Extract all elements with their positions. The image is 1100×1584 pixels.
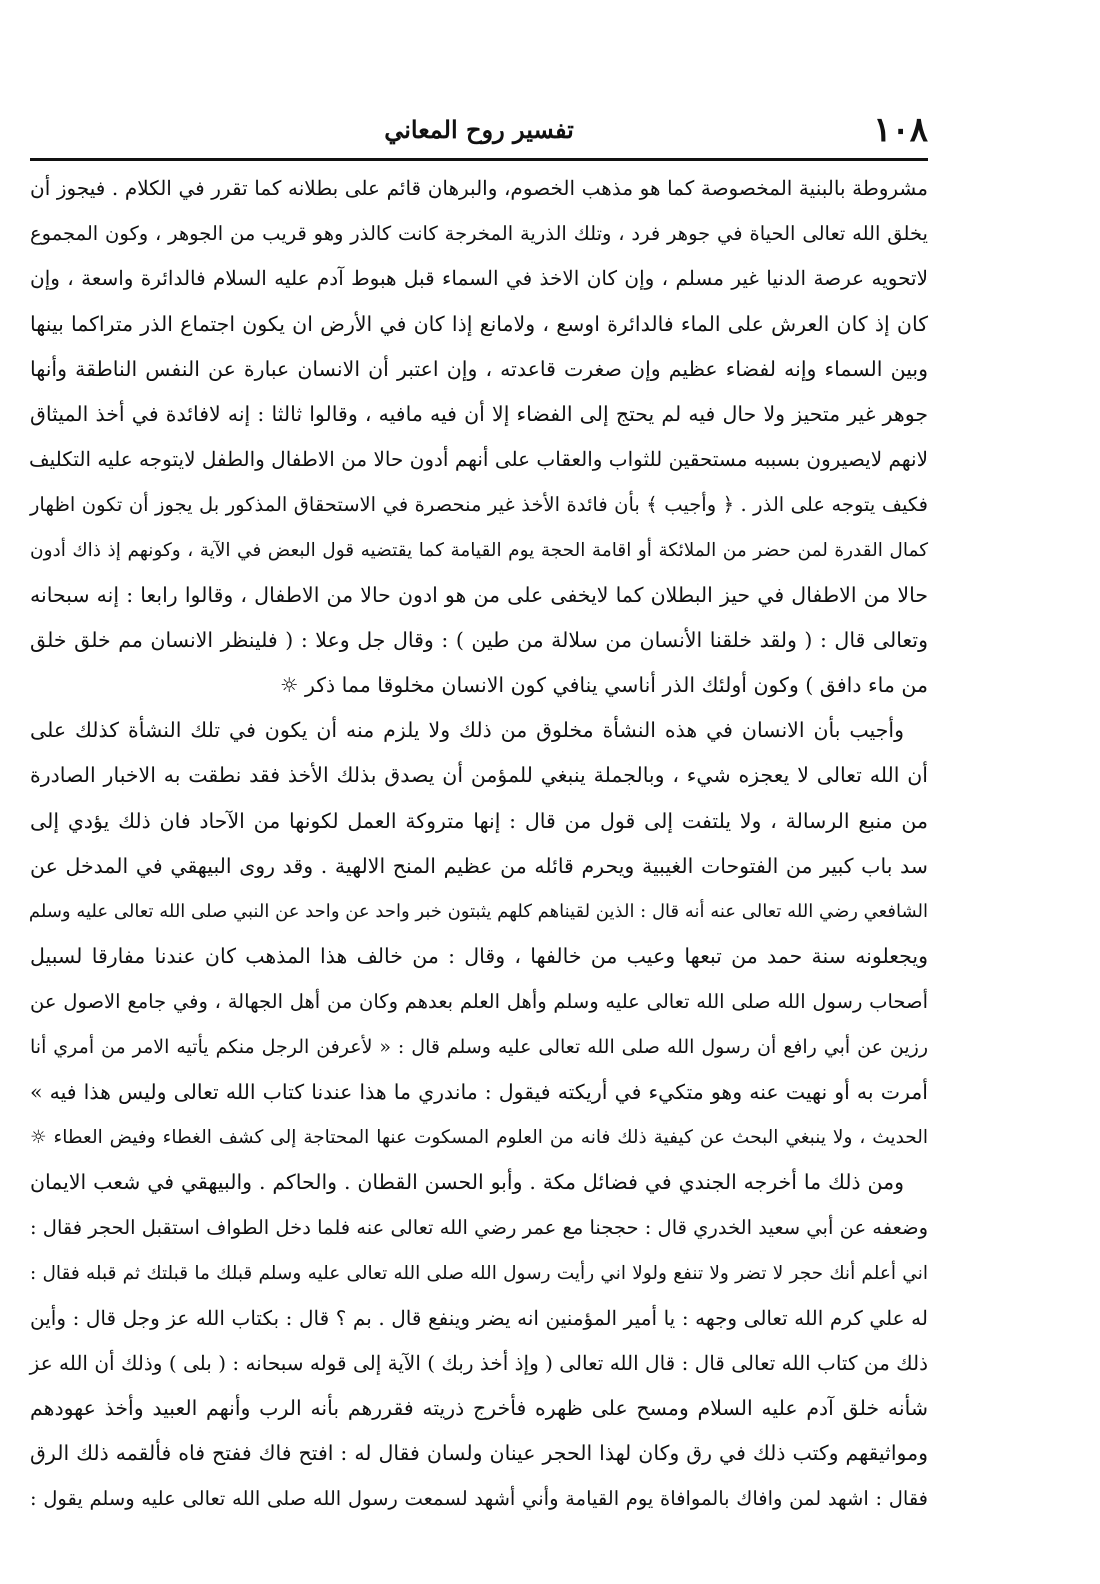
- text-line: رزين عن أبي رافع أن رسول الله صلى الله تعالى عليه وسلم قال : « لأعرفن الرجل منكم يأتيه الامر من أمري أنا: [30, 1035, 928, 1058]
- page-number: ١٠٨: [873, 110, 928, 150]
- text-line: ذلك من كتاب الله تعالى قال : قال الله تعالى ( وإذ أخذ ربك ) الآية إلى قوله سبحانه : ( بلى ) وذلك أن الله عز: [29, 1350, 928, 1375]
- text-line: سد باب كبير من الفتوحات الغيبية ويحرم قائله من عظيم المنح الالهية . وقد روى البيهقي في المدخل عن: [30, 853, 928, 878]
- text-line: له علي كرم الله تعالى وجهه : يا أمير المؤمنين انه يضر وينفع قال . بم ؟ قال : بكتاب الله عز وجل قال : وأين: [30, 1305, 928, 1330]
- text-line-paragraph-start: ومن ذلك ما أخرجه الجندي في فضائل مكة . وأبو الحسن القطان . والحاكم . والبيهقي في شعب الايمان: [30, 1170, 904, 1195]
- text-line: فقال : اشهد لمن وافاك بالموافاة يوم القيامة وأني أشهد لسمعت رسول الله صلى الله تعالى عليه وسلم يقول :: [30, 1487, 928, 1511]
- text-line: أمرت به أو نهيت عنه وهو متكيء في أريكته فيقول : ماندري ما هذا عندنا كتاب الله تعالى وليس هذا فيه »: [30, 1079, 928, 1104]
- book-title: تفسير روح المعاني: [384, 115, 574, 144]
- text-line: من منبع الرسالة ، ولا يلتفت إلى قول من قال : إنها متروكة العمل لكونها من الآحاد فان ذلك يؤدي إلى: [30, 808, 928, 833]
- text-line: جوهر غير متحيز ولا حال فيه لم يحتج إلى الفضاء إلا أن فيه مافيه ، وقالوا ثالثا : إنه لافائدة في أخذ الميثاق: [30, 401, 928, 426]
- text-line: مشروطة بالبنية المخصوصة كما هو مذهب الخصوم، والبرهان قائم على بطلانه كما تقرر في الكلام . فيجوز أن: [30, 176, 928, 200]
- text-line: الشافعي رضي الله تعالى عنه أنه قال : الذين لقيناهم كلهم يثبتون خبر واحد عن واحد عن النبي صلى الله تعالى عليه وسلم: [28, 901, 928, 922]
- header-divider: [30, 158, 928, 161]
- text-line: أن الله تعالى لا يعجزه شيء ، وبالجملة ينبغي للمؤمن أن يصدق بذلك الأخذ فقد نطقت به الاخبار الصادرة: [30, 763, 928, 788]
- page-header: [30, 108, 928, 156]
- text-line: أصحاب رسول الله صلى الله تعالى عليه وسلم وأهل العلم بعدهم وكان من أهل الجهالة ، وفي جامع الاصول عن: [30, 990, 928, 1014]
- text-line: وضعفه عن أبي سعيد الخدري قال : حججنا مع عمر رضي الله تعالى عنه فلما دخل الطواف استقبل الحجر فقال :: [30, 1216, 928, 1240]
- text-line: كمال القدرة لمن حضر من الملائكة أو اقامة الحجة يوم القيامة كما يقتضيه قول البعض في الآية ، وكونهم إذ ذاك أدون: [30, 539, 928, 561]
- text-line: وبين السماء وإنه لفضاء عظيم وإن صغرت قاعدته ، وإن اعتبر أن الانسان عبارة عن النفس الناطقة وأنها: [30, 356, 928, 381]
- text-line-paragraph-start: وأجيب بأن الانسان في هذه النشأة مخلوق من ذلك ولا يلزم منه أن يكون في تلك النشأة كذلك على: [30, 718, 904, 743]
- text-line: وتعالى قال : ( ولقد خلقنا الأنسان من سلالة من طين ) : وقال جل وعلا : ( فلينظر الانسان مم خلق خلق: [30, 627, 928, 652]
- text-line-paragraph-end: الحديث ، ولا ينبغي البحث عن كيفية ذلك فانه من العلوم المسكوت عنها المحتاجة إلى كشف الغطاء وفيض العطاء ☼: [30, 1126, 928, 1148]
- text-line: اني أعلم أنك حجر لا تضر ولا تنفع ولولا اني رأيت رسول الله صلى الله تعالى عليه وسلم قبلك ما قبلتك ثم قبله فقال :: [30, 1262, 928, 1284]
- text-line: لاتحويه عرصة الدنيا غير مسلم ، وإن كان الاخذ في السماء قبل هبوط آدم عليه السلام فالدائرة واسعة ، وإن: [30, 266, 928, 291]
- text-line-paragraph-end: من ماء دافق ) وكون أولئك الذر أناسي ينافي كون الانسان مخلوقا مما ذكر ☼: [280, 673, 928, 698]
- text-line: شأنه خلق آدم عليه السلام ومسح على ظهره فأخرج ذريته فقررهم بأنه الرب وأنهم العبيد وأخذ عهودهم: [30, 1396, 928, 1421]
- text-line: فكيف يتوجه على الذر . ﴿ وأجيب ﴾ بأن فائدة الأخذ غير منحصرة في الاستحقاق المذكور بل يجوز أن تكون اظهار: [30, 493, 928, 517]
- body-text: [30, 166, 928, 1522]
- text-line: لانهم لايصيرون بسببه مستحقين للثواب والعقاب على أنهم أدون حالا من الاطفال والطفل لايتوجه عليه التكليف: [28, 447, 928, 472]
- text-line: كان إذ كان العرش على الماء فالدائرة اوسع ، ولامانع إذا كان في الأرض ان يكون اجتماع الذر متراكما بينها: [30, 311, 928, 336]
- text-line: حالا من الاطفال في حيز البطلان كما لايخفى على من هو ادون حالا من الاطفال ، وقالوا رابعا : إنه سبحانه: [30, 582, 928, 607]
- text-line: ويجعلونه سنة حمد من تبعها وعيب من خالفها ، وقال : من خالف هذا المذهب كان عندنا مفارقا لسبيل: [30, 944, 928, 969]
- text-line: ومواثيقهم وكتب ذلك في رق وكان لهذا الحجر عينان ولسان فقال له : افتح فاك ففتح فاه فألقمه ذلك الرق: [30, 1441, 928, 1466]
- text-line: يخلق الله تعالى الحياة في جوهر فرد ، وتلك الذرية المخرجة كانت كالذر وهو قريب من الجوهر ، وكون المجموع: [30, 222, 928, 246]
